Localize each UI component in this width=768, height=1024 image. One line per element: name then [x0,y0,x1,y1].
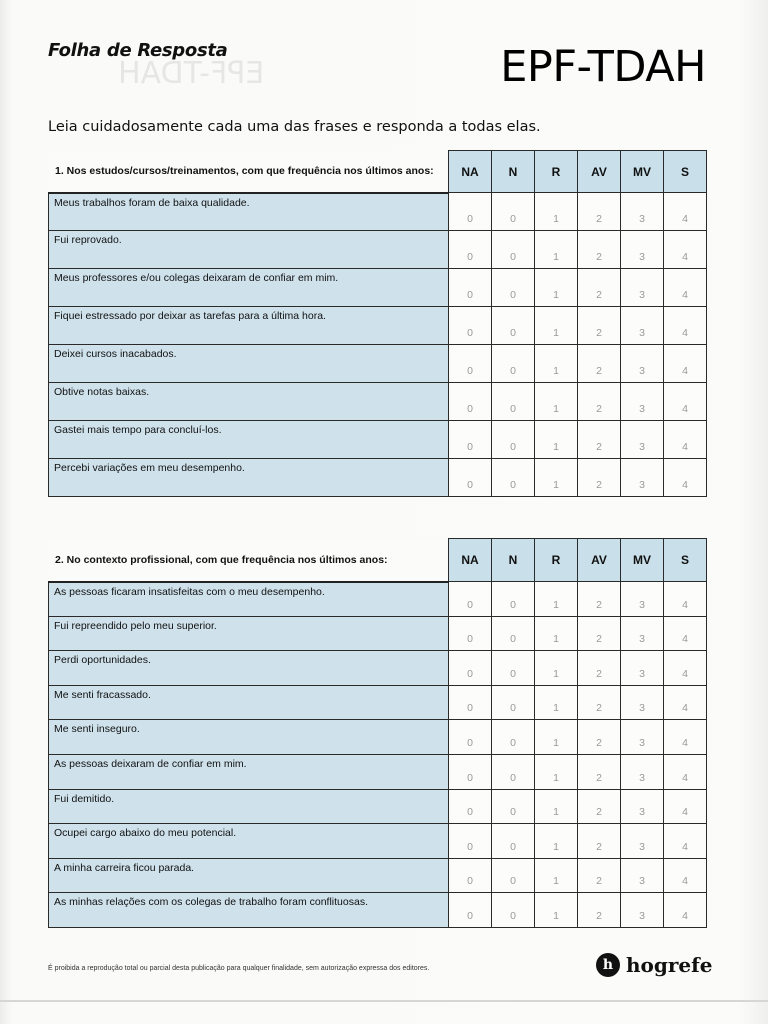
response-option-n[interactable]: 0 [492,616,535,651]
column-header-na: NA [449,151,492,193]
response-option-s[interactable]: 4 [664,582,707,617]
table-row [49,893,707,928]
publisher-logo [596,953,712,977]
response-option-r[interactable]: 1 [535,459,578,497]
response-option-av[interactable]: 2 [578,307,621,345]
response-option-r[interactable]: 1 [535,193,578,231]
response-option-mv[interactable]: 3 [621,858,664,893]
response-option-n[interactable]: 0 [492,651,535,686]
response-option-av[interactable]: 2 [578,459,621,497]
response-option-s[interactable]: 4 [664,459,707,497]
item-statement: Deixei cursos inacabados. [49,345,449,383]
column-header-s: S [664,151,707,193]
response-option-na[interactable]: 0 [449,193,492,231]
item-statement: A minha carreira ficou parada. [49,858,449,893]
response-option-r[interactable]: 1 [535,616,578,651]
response-option-na[interactable]: 0 [449,269,492,307]
response-option-n[interactable]: 0 [492,789,535,824]
response-option-mv[interactable]: 3 [621,893,664,928]
response-option-na[interactable]: 0 [449,789,492,824]
response-option-s[interactable]: 4 [664,193,707,231]
table-row [49,651,707,686]
response-option-s[interactable]: 4 [664,789,707,824]
response-option-mv[interactable]: 3 [621,231,664,269]
item-statement: Fui demitido. [49,789,449,824]
response-option-n[interactable]: 0 [492,345,535,383]
table-row [49,383,707,421]
response-option-mv[interactable]: 3 [621,383,664,421]
response-option-mv[interactable]: 3 [621,651,664,686]
response-option-mv[interactable]: 3 [621,582,664,617]
instructions-text: Leia cuidadosamente cada uma das frases e responda a todas elas. [48,119,541,135]
response-option-r[interactable]: 1 [535,582,578,617]
response-option-r[interactable]: 1 [535,858,578,893]
response-option-s[interactable]: 4 [664,651,707,686]
item-statement: Obtive notas baixas. [49,383,449,421]
response-option-av[interactable]: 2 [578,421,621,459]
response-option-s[interactable]: 4 [664,616,707,651]
column-header-s: S [664,539,707,582]
response-option-r[interactable]: 1 [535,720,578,755]
response-option-mv[interactable]: 3 [621,720,664,755]
response-option-n[interactable]: 0 [492,193,535,231]
item-statement: As pessoas deixaram de confiar em mim. [49,754,449,789]
response-option-r[interactable]: 1 [535,893,578,928]
response-option-s[interactable]: 4 [664,893,707,928]
response-option-av[interactable]: 2 [578,893,621,928]
response-option-av[interactable]: 2 [578,651,621,686]
item-statement: Fiquei estressado por deixar as tarefas para a última hora. [49,307,449,345]
table-row [49,459,707,497]
response-option-na[interactable]: 0 [449,720,492,755]
column-header-na: NA [449,539,492,582]
response-option-av[interactable]: 2 [578,345,621,383]
table-row [49,754,707,789]
item-statement: Meus professores e/ou colegas deixaram de confiar em mim. [49,269,449,307]
response-option-mv[interactable]: 3 [621,421,664,459]
item-statement: Meus trabalhos foram de baixa qualidade. [49,193,449,231]
table-row [49,307,707,345]
item-statement: As pessoas ficaram insatisfeitas com o meu desempenho. [49,582,449,617]
response-option-av[interactable]: 2 [578,858,621,893]
response-option-r[interactable]: 1 [535,231,578,269]
copyright-notice: É proibida a reprodução total ou parcial desta publicação para qualquer finalidade, sem autorização expressa dos editores. [48,965,430,972]
response-option-n[interactable]: 0 [492,754,535,789]
response-option-na[interactable]: 0 [449,307,492,345]
response-option-n[interactable]: 0 [492,685,535,720]
table-row [49,858,707,893]
response-option-na[interactable]: 0 [449,231,492,269]
response-option-s[interactable]: 4 [664,383,707,421]
section-1-question: 1. Nos estudos/cursos/treinamentos, com que frequência nos últimos anos: [49,151,449,193]
table-row [49,789,707,824]
item-statement: Fui repreendido pelo meu superior. [49,616,449,651]
response-option-s[interactable]: 4 [664,421,707,459]
table-row [49,685,707,720]
response-option-s[interactable]: 4 [664,269,707,307]
response-option-r[interactable]: 1 [535,421,578,459]
column-header-r: R [535,151,578,193]
response-option-na[interactable]: 0 [449,616,492,651]
response-option-s[interactable]: 4 [664,858,707,893]
response-option-n[interactable]: 0 [492,720,535,755]
section-2-question: 2. No contexto profissional, com que frequência nos últimos anos: [49,539,449,582]
column-header-mv: MV [621,151,664,193]
response-option-s[interactable]: 4 [664,824,707,859]
response-option-av[interactable]: 2 [578,616,621,651]
hogrefe-logo-icon: h [596,953,620,977]
table-row [49,193,707,231]
response-option-mv[interactable]: 3 [621,789,664,824]
response-option-mv[interactable]: 3 [621,685,664,720]
column-header-n: N [492,539,535,582]
response-option-na[interactable]: 0 [449,582,492,617]
item-statement: Ocupei cargo abaixo do meu potencial. [49,824,449,859]
response-option-n[interactable]: 0 [492,383,535,421]
response-option-r[interactable]: 1 [535,651,578,686]
item-statement: Me senti inseguro. [49,720,449,755]
response-option-na[interactable]: 0 [449,345,492,383]
column-header-mv: MV [621,539,664,582]
response-option-na[interactable]: 0 [449,893,492,928]
response-option-r[interactable]: 1 [535,269,578,307]
response-option-av[interactable]: 2 [578,824,621,859]
response-option-mv[interactable]: 3 [621,345,664,383]
table-row [49,824,707,859]
response-option-r[interactable]: 1 [535,383,578,421]
response-option-av[interactable]: 2 [578,269,621,307]
response-option-na[interactable]: 0 [449,824,492,859]
response-option-av[interactable]: 2 [578,582,621,617]
response-option-av[interactable]: 2 [578,789,621,824]
response-option-av[interactable]: 2 [578,754,621,789]
table-row [49,582,707,617]
column-header-av: AV [578,151,621,193]
table-row [49,345,707,383]
page-edge [0,1000,768,1002]
response-option-av[interactable]: 2 [578,231,621,269]
response-option-r[interactable]: 1 [535,789,578,824]
response-option-n[interactable]: 0 [492,307,535,345]
response-option-mv[interactable]: 3 [621,616,664,651]
response-option-na[interactable]: 0 [449,651,492,686]
response-option-mv[interactable]: 3 [621,459,664,497]
response-option-mv[interactable]: 3 [621,754,664,789]
response-option-mv[interactable]: 3 [621,307,664,345]
response-option-mv[interactable]: 3 [621,824,664,859]
response-option-r[interactable]: 1 [535,307,578,345]
response-option-n[interactable]: 0 [492,824,535,859]
table-row [49,231,707,269]
response-option-r[interactable]: 1 [535,685,578,720]
item-statement: Gastei mais tempo para concluí-los. [49,421,449,459]
response-option-r[interactable]: 1 [535,345,578,383]
table-row [49,616,707,651]
table-row [49,720,707,755]
response-option-s[interactable]: 4 [664,720,707,755]
sheet-title: Folha de Resposta [48,40,228,61]
response-option-av[interactable]: 2 [578,720,621,755]
response-option-na[interactable]: 0 [449,754,492,789]
response-option-n[interactable]: 0 [492,893,535,928]
response-option-mv[interactable]: 3 [621,269,664,307]
response-option-na[interactable]: 0 [449,685,492,720]
response-option-av[interactable]: 2 [578,685,621,720]
response-option-s[interactable]: 4 [664,231,707,269]
response-option-na[interactable]: 0 [449,421,492,459]
table-row [49,421,707,459]
test-code-title: EPF-TDAH [500,42,706,92]
response-option-n[interactable]: 0 [492,231,535,269]
item-statement: Fui reprovado. [49,231,449,269]
response-option-na[interactable]: 0 [449,858,492,893]
response-option-r[interactable]: 1 [535,824,578,859]
response-option-mv[interactable]: 3 [621,193,664,231]
section-1-table [48,150,707,497]
response-option-s[interactable]: 4 [664,345,707,383]
response-option-n[interactable]: 0 [492,582,535,617]
item-statement: Percebi variações em meu desempenho. [49,459,449,497]
response-option-n[interactable]: 0 [492,421,535,459]
column-header-n: N [492,151,535,193]
response-option-av[interactable]: 2 [578,193,621,231]
response-option-n[interactable]: 0 [492,459,535,497]
response-option-r[interactable]: 1 [535,754,578,789]
response-option-na[interactable]: 0 [449,459,492,497]
response-option-n[interactable]: 0 [492,858,535,893]
item-statement: Perdi oportunidades. [49,651,449,686]
section-2-table [48,538,707,928]
bleed-through-text: EPF-TDAH [118,56,265,91]
item-statement: Me senti fracassado. [49,685,449,720]
response-option-n[interactable]: 0 [492,269,535,307]
publisher-name: hogrefe [626,953,713,977]
response-option-s[interactable]: 4 [664,685,707,720]
table-row [49,269,707,307]
response-option-s[interactable]: 4 [664,754,707,789]
response-option-na[interactable]: 0 [449,383,492,421]
response-option-av[interactable]: 2 [578,383,621,421]
response-option-s[interactable]: 4 [664,307,707,345]
column-header-av: AV [578,539,621,582]
item-statement: As minhas relações com os colegas de trabalho foram conflituosas. [49,893,449,928]
column-header-r: R [535,539,578,582]
